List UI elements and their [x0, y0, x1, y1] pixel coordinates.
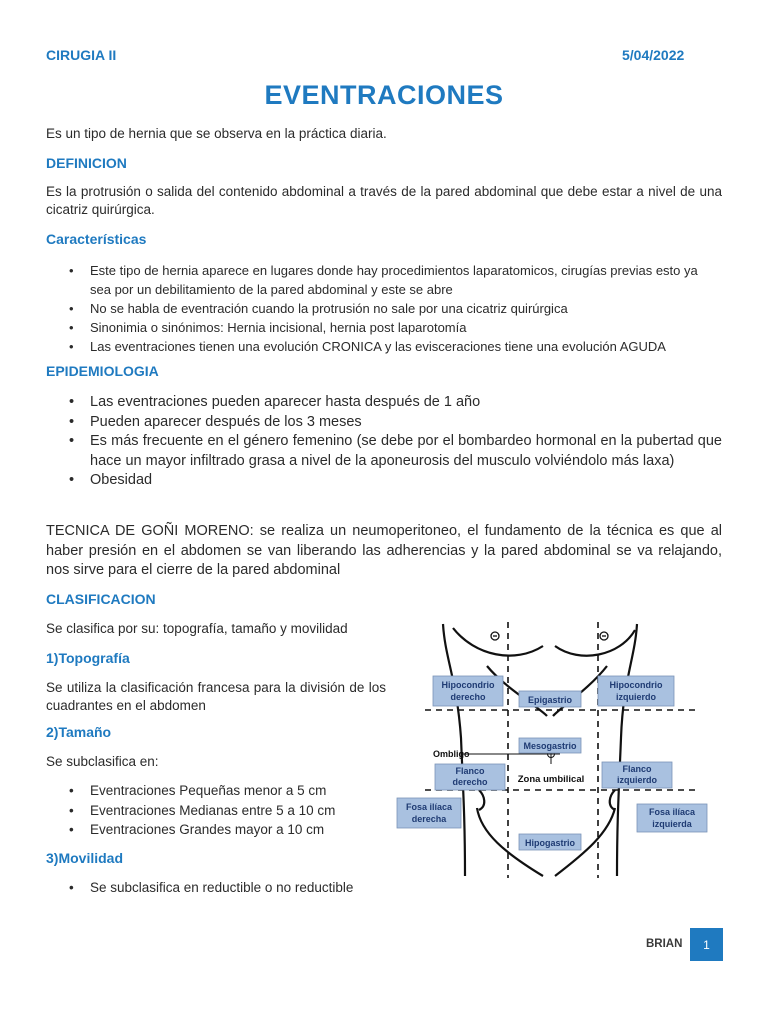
heading-caracteristicas: Características [46, 231, 147, 247]
region-box-fosa-iliaca-derecha [397, 798, 461, 828]
heading-epidemiologia: EPIDEMIOLOGIA [46, 363, 159, 379]
list-item: • No se habla de eventración cuando la protrusión no sale por una cicatriz quirúrgica [46, 299, 722, 318]
region-box-hipocondrio-derecho [433, 676, 503, 706]
region-box-mesogastrio [519, 738, 581, 753]
label-ombligo: Ombligo [433, 749, 470, 759]
label-line: izquierda [652, 819, 692, 829]
list-item: • Las eventraciones tienen una evolución CRONICA y las evisceraciones tiene una evolución AGUDA [46, 337, 722, 356]
list-item: • Eventraciones Grandes mayor a 10 cm [46, 820, 386, 840]
topografia-text: Se utiliza la clasificación francesa para la división de los cuadrantes en el abdomen [46, 680, 386, 713]
clasificacion-text: Se clasifica por su: topografía, tamaño y movilidad [46, 621, 348, 636]
region-box-epigastrio [519, 691, 581, 707]
label-line: Mesogastrio [523, 741, 577, 751]
label-line: Hipogastrio [524, 838, 576, 848]
region-box-flanco-derecho [435, 764, 505, 790]
list-item: • Las eventraciones pueden aparecer hasta después de 1 año [46, 393, 722, 413]
movilidad-list [46, 878, 386, 898]
course-name: CIRUGIA II [46, 47, 117, 63]
page-title: EVENTRACIONES [264, 80, 504, 110]
label-line: izquierdo [617, 775, 657, 785]
tamano-text: Se subclasifica en: [46, 754, 159, 769]
page-number: 1 [703, 937, 710, 952]
label-line: Hipocondrio [441, 680, 495, 690]
region-box-fosa-iliaca-izquierda [637, 804, 707, 832]
list-item: • Este tipo de hernia aparece en lugares donde hay procedimientos laparatomicos, cirugías previas esto ya sea por un debilitamiento de la pared abdominal y este se abre [46, 261, 722, 299]
label-line: Fosa ilíaca [405, 802, 453, 812]
footer-author: BRIAN [646, 938, 683, 950]
heading-topografia: 1)Topografía [46, 650, 130, 666]
heading-movilidad: 3)Movilidad [46, 850, 124, 866]
tamano-list [46, 781, 386, 840]
label-line: izquierdo [616, 692, 656, 702]
label-line: derecho [450, 692, 486, 702]
list-item: • Pueden aparecer después de los 3 meses [46, 413, 722, 433]
epidemiologia-list [46, 393, 722, 491]
caracteristicas-list [46, 261, 722, 356]
list-item: • Es más frecuente en el género femenino (se debe por el bombardeo hormonal en la pubertad que hace un mayor infiltrado grasa a nivel de la aponeurosis del musculo volviéndolo más laxa) [46, 432, 722, 471]
label-line: derecho [452, 777, 488, 787]
region-box-hipocondrio-izquierdo [598, 676, 674, 706]
label-line: Flanco [455, 766, 485, 776]
region-box-hipogastrio [519, 834, 581, 850]
label-line: Flanco [622, 764, 652, 774]
label-zona-umbilical: Zona umbilical [517, 774, 585, 785]
heading-definicion: DEFINICION [46, 155, 127, 171]
intro-text: Es un tipo de hernia que se observa en la práctica diaria. [46, 126, 387, 141]
label-line: Hipocondrio [609, 680, 663, 690]
label-line: derecha [411, 814, 447, 824]
label-line: Epigastrio [527, 695, 573, 705]
list-item: • Eventraciones Medianas entre 5 a 10 cm [46, 801, 386, 821]
document-date: 5/04/2022 [622, 47, 685, 63]
list-item: • Obesidad [46, 471, 722, 491]
abdominal-regions-diagram [395, 618, 715, 880]
list-item: • Se subclasifica en reductible o no reductible [46, 878, 386, 898]
page-number-badge [690, 928, 723, 961]
list-item: • Sinonimia o sinónimos: Hernia incisional, hernia post laparotomía [46, 318, 722, 337]
heading-clasificacion: CLASIFICACION [46, 591, 156, 607]
region-box-flanco-izquierdo [602, 762, 672, 788]
heading-tamano: 2)Tamaño [46, 724, 112, 740]
list-item: • Eventraciones Pequeñas menor a 5 cm [46, 781, 386, 801]
definicion-text: Es la protrusión o salida del contenido abdominal a través de la pared abdominal que debe estar a nivel de una cicatriz quirúrgica. [46, 184, 722, 217]
tecnica-paragraph: TECNICA DE GOÑI MORENO: se realiza un neumoperitoneo, el fundamento de la técnica es que al haber presión en el abdomen se van liberando las adherencias y la pared abdominal se va relajando, nos sirve para el cierre de la pared abdominal [46, 523, 722, 578]
label-line: Fosa ilíaca [648, 807, 696, 817]
